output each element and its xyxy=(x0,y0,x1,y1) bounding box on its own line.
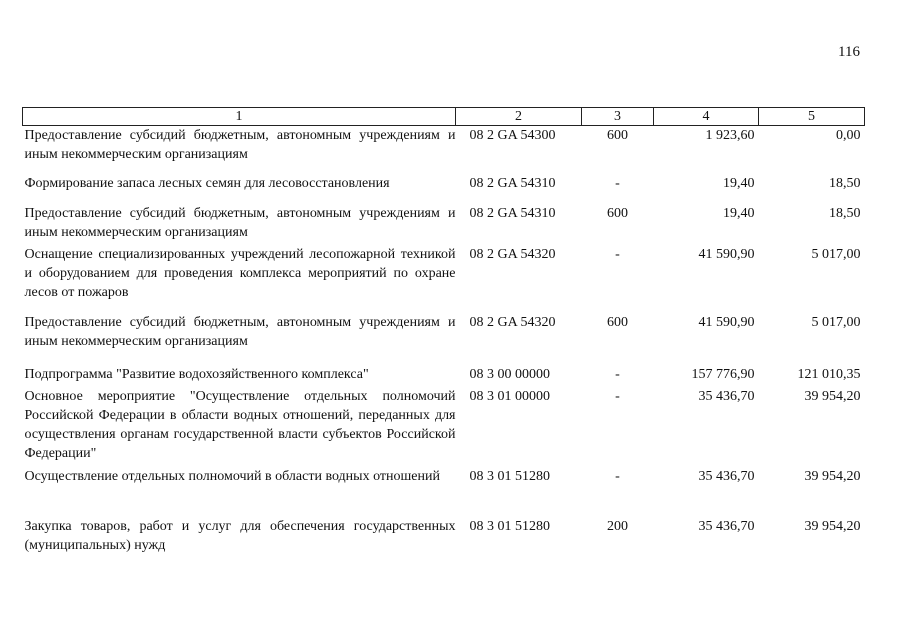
row-value-4: 35 436,70 xyxy=(698,519,755,534)
row-type: 600 xyxy=(607,206,628,221)
row-value-5: 39 954,20 xyxy=(804,469,861,484)
row-value-4: 19,40 xyxy=(723,206,755,221)
table-row xyxy=(23,508,865,556)
column-header-1: 1 xyxy=(23,108,456,126)
page-number: 116 xyxy=(838,44,860,60)
row-code: 08 2 GA 54310 xyxy=(469,206,556,221)
row-type: - xyxy=(615,367,620,382)
row-code: 08 2 GA 54300 xyxy=(469,128,556,143)
row-code: 08 3 01 51280 xyxy=(469,469,550,484)
table-row xyxy=(23,126,865,165)
row-value-4: 1 923,60 xyxy=(705,128,755,143)
row-name: Предоставление субсидий бюджетным, автономным учреждениям и иным некоммерческим организациям xyxy=(24,315,456,349)
row-value-5: 0,00 xyxy=(836,128,861,143)
row-value-5: 121 010,35 xyxy=(797,367,861,382)
row-name: Предоставление субсидий бюджетным, автономным учреждениям и иным некоммерческим организациям xyxy=(24,206,456,240)
row-type: 600 xyxy=(607,128,628,143)
column-header-4: 4 xyxy=(654,108,759,126)
column-header-2: 2 xyxy=(456,108,582,126)
row-name: Оснащение специализированных учреждений лесопожарной техникой и оборудованием для проведения комплекса мероприятий по охране лесов от пожаров xyxy=(24,247,456,300)
row-name: Формирование запаса лесных семян для лесовосстановления xyxy=(24,176,390,191)
table-row xyxy=(23,384,865,464)
row-value-5: 5 017,00 xyxy=(811,315,861,330)
row-value-5: 18,50 xyxy=(829,206,861,221)
table-row xyxy=(23,352,865,384)
row-type: 600 xyxy=(607,315,628,330)
row-type: - xyxy=(615,176,620,191)
row-value-5: 39 954,20 xyxy=(804,519,861,534)
table-header-row xyxy=(23,108,865,126)
row-value-5: 5 017,00 xyxy=(811,247,861,262)
row-code: 08 3 01 51280 xyxy=(469,519,550,534)
row-code: 08 3 00 00000 xyxy=(469,367,550,382)
row-value-4: 41 590,90 xyxy=(698,315,755,330)
column-header-5: 5 xyxy=(759,108,865,126)
row-value-4: 157 776,90 xyxy=(691,367,755,382)
row-type: - xyxy=(615,247,620,262)
table-row xyxy=(23,302,865,352)
row-name: Предоставление субсидий бюджетным, автономным учреждениям и иным некоммерческим организациям xyxy=(24,128,456,162)
row-type: 200 xyxy=(607,519,628,534)
row-value-5: 39 954,20 xyxy=(804,389,861,404)
row-value-4: 41 590,90 xyxy=(698,247,755,262)
row-type: - xyxy=(615,469,620,484)
row-name: Подпрограмма "Развитие водохозяйственного комплекса" xyxy=(24,367,369,382)
budget-table xyxy=(22,107,865,556)
row-value-4: 35 436,70 xyxy=(698,389,755,404)
row-code: 08 2 GA 54320 xyxy=(469,247,556,262)
row-value-4: 19,40 xyxy=(723,176,755,191)
table-row xyxy=(23,193,865,242)
row-name: Осуществление отдельных полномочий в области водных отношений xyxy=(24,469,440,484)
table-row xyxy=(23,242,865,302)
row-code: 08 3 01 00000 xyxy=(469,389,550,404)
table-row xyxy=(23,164,865,193)
table-row xyxy=(23,464,865,508)
row-name: Основное мероприятие "Осуществление отдельных полномочий Российской Федерации в области водных отношений, переданных для осуществления органам государственной власти субъектов Российской Федерации" xyxy=(24,389,456,461)
row-value-5: 18,50 xyxy=(829,176,861,191)
column-header-3: 3 xyxy=(582,108,654,126)
row-value-4: 35 436,70 xyxy=(698,469,755,484)
row-code: 08 2 GA 54310 xyxy=(469,176,556,191)
row-code: 08 2 GA 54320 xyxy=(469,315,556,330)
row-name: Закупка товаров, работ и услуг для обеспечения государственных (муниципальных) нужд xyxy=(24,519,456,553)
row-type: - xyxy=(615,389,620,404)
